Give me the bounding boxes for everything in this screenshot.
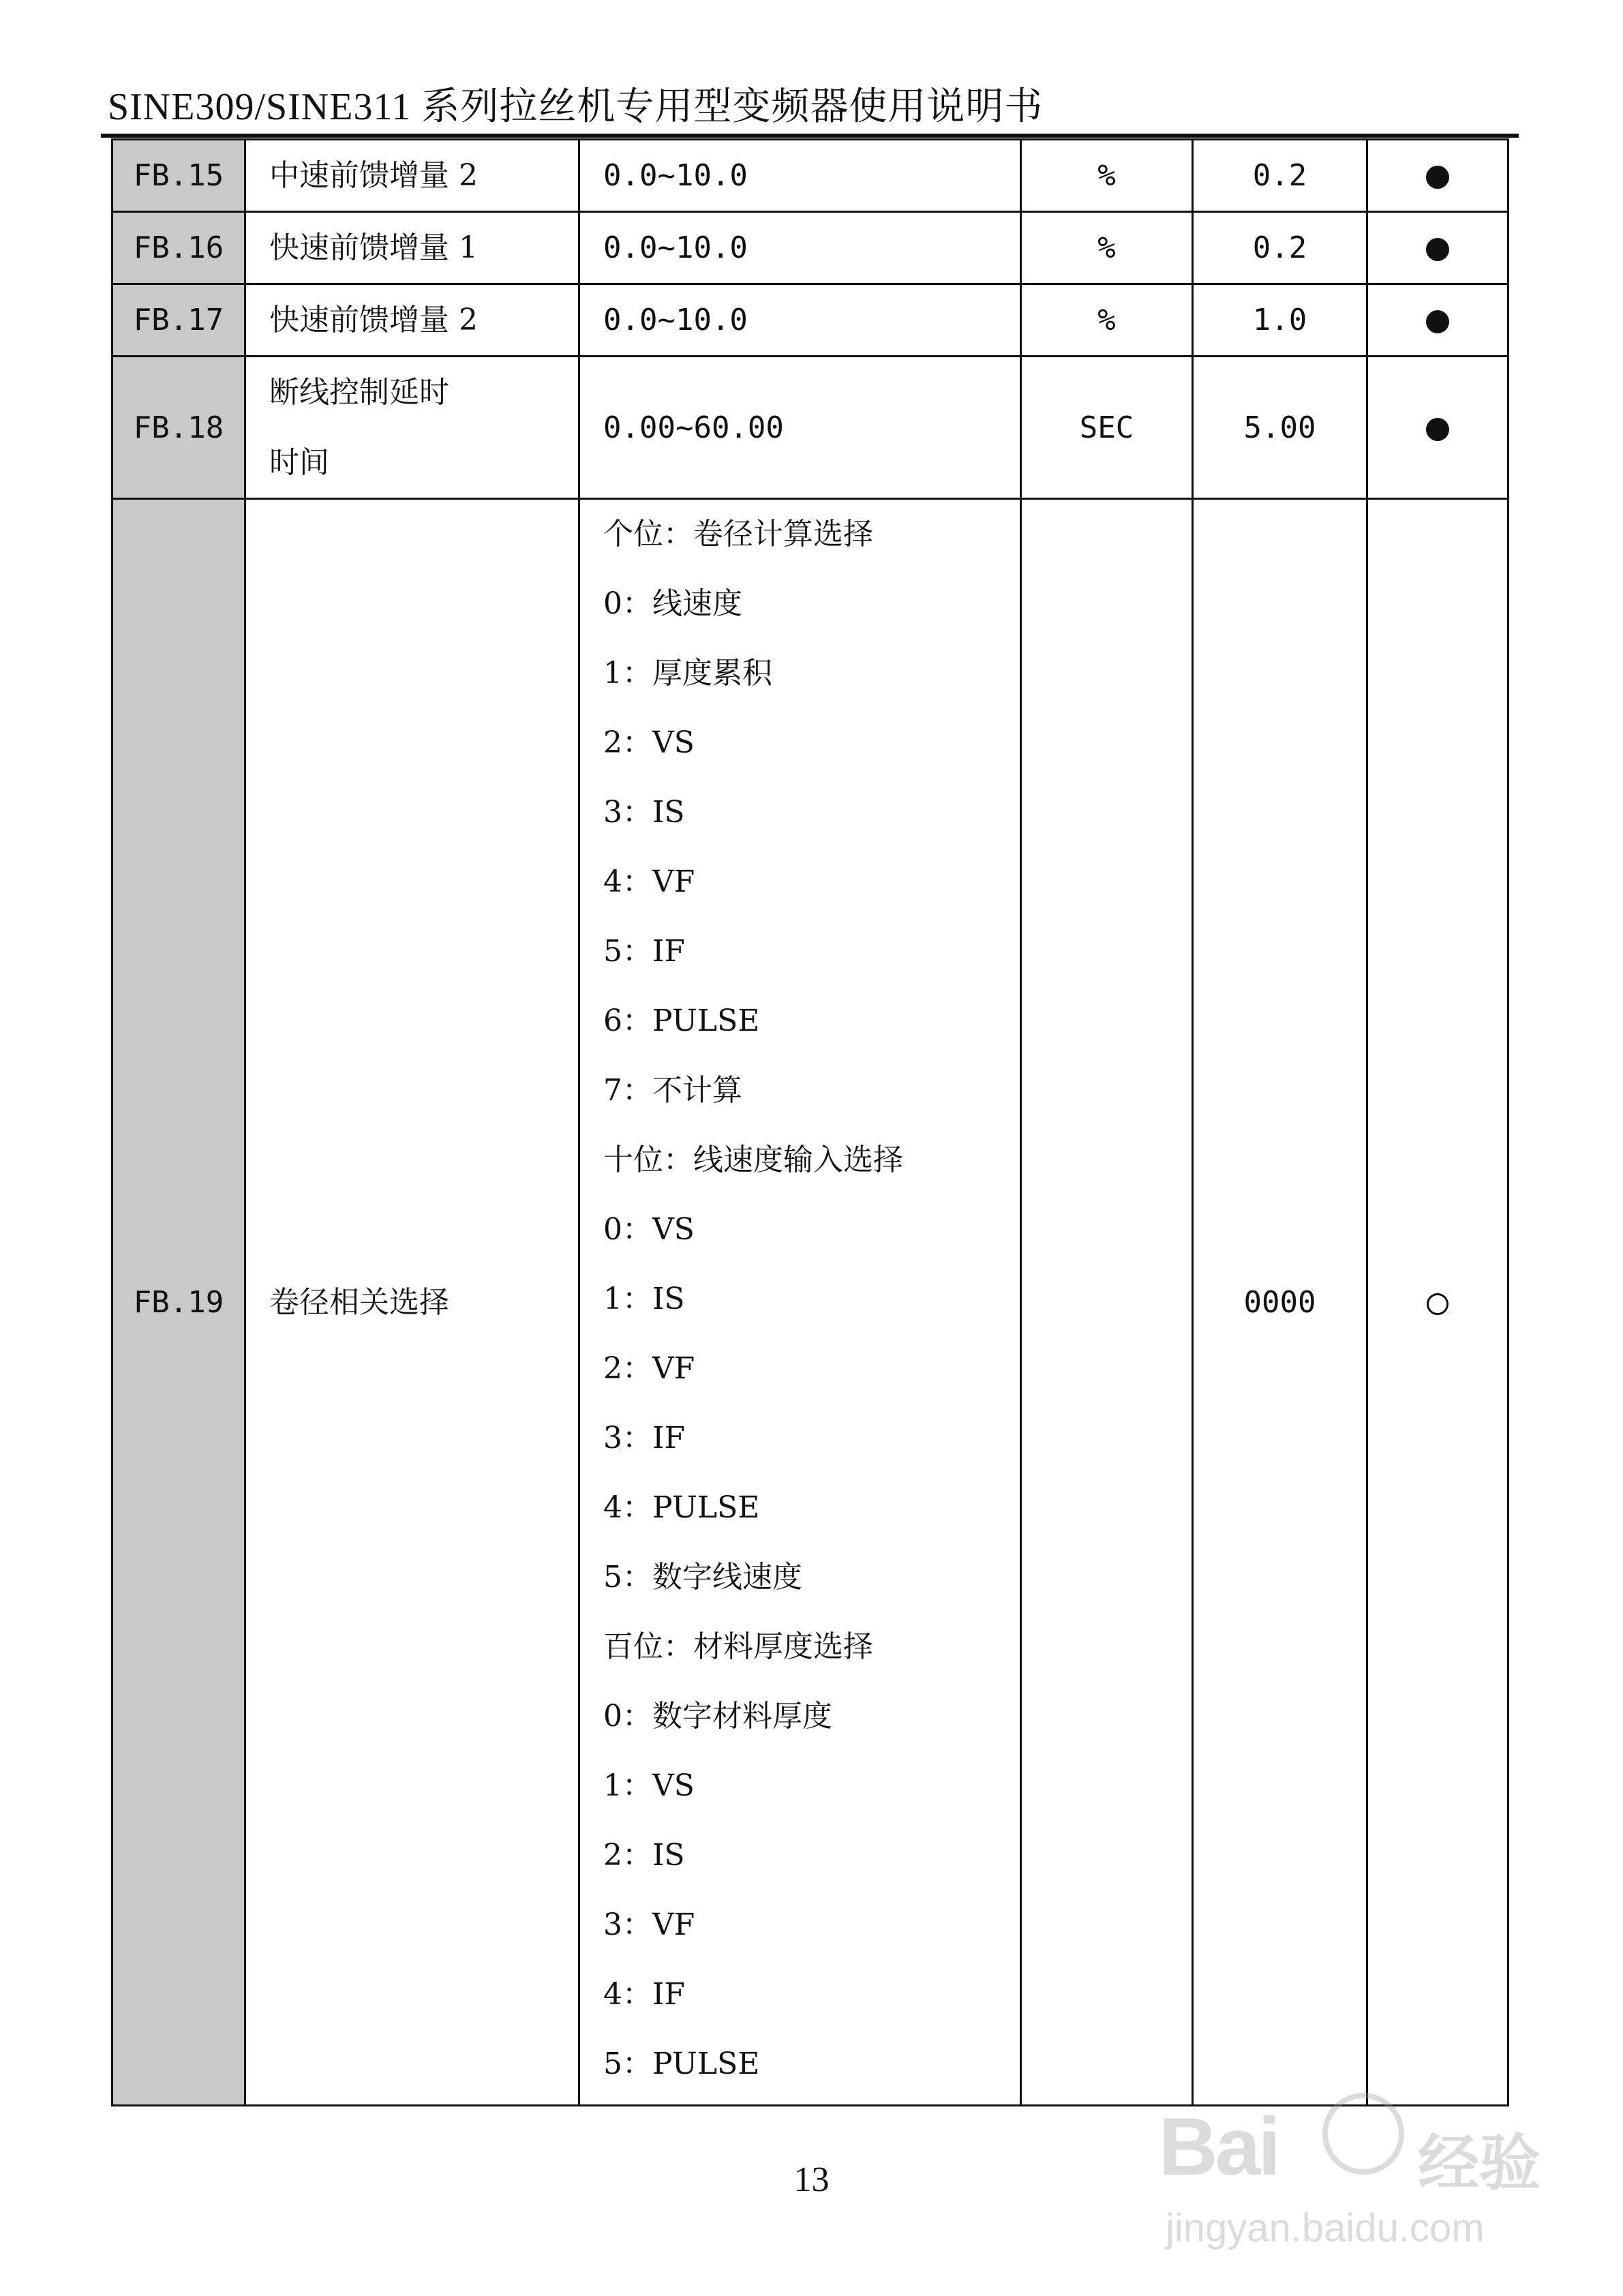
filled-dot-icon <box>1426 310 1449 333</box>
param-name <box>245 357 579 499</box>
param-code: FB.16 <box>112 212 245 284</box>
option-item: 百位：材料厚度选择 <box>603 1629 873 1664</box>
option-item: 个位：卷径计算选择 <box>603 517 873 552</box>
option-item: 4：IF <box>603 1977 685 2012</box>
filled-dot-icon <box>1426 166 1449 189</box>
option-item: 1：VS <box>603 1768 695 1803</box>
param-name: 快速前馈增量 1 <box>245 212 579 284</box>
option-item: 0：线速度 <box>603 586 742 621</box>
option-item: 5：PULSE <box>603 2046 760 2081</box>
table-row <box>112 357 1508 499</box>
param-attr <box>1367 212 1508 284</box>
table-row <box>112 212 1508 284</box>
filled-dot-icon <box>1426 418 1449 441</box>
param-attr <box>1367 140 1508 212</box>
param-unit: % <box>1021 140 1193 212</box>
watermark <box>1159 2079 1541 2256</box>
param-name-line: 断线控制延时 <box>269 375 449 410</box>
option-item: 2：VF <box>603 1351 695 1386</box>
param-code: FB.17 <box>112 284 245 357</box>
param-range: 0.0~10.0 <box>579 212 1021 284</box>
option-item: 5：数字线速度 <box>603 1560 802 1595</box>
option-item: 十位：线速度输入选择 <box>603 1143 903 1177</box>
param-range: 0.0~10.0 <box>579 140 1021 212</box>
param-unit <box>1021 499 1193 2106</box>
param-code: FB.18 <box>112 357 245 499</box>
hollow-circle-icon <box>1427 1293 1448 1315</box>
param-attr <box>1367 499 1508 2106</box>
param-default: 0.2 <box>1193 212 1367 284</box>
option-item: 0：数字材料厚度 <box>603 1699 832 1734</box>
option-list <box>603 500 1020 2099</box>
param-default: 0000 <box>1193 499 1367 2106</box>
filled-dot-icon <box>1426 238 1449 261</box>
param-name: 中速前馈增量 2 <box>245 140 579 212</box>
param-attr <box>1367 284 1508 357</box>
param-attr <box>1367 357 1508 499</box>
option-item: 3：VF <box>603 1907 695 1942</box>
paw-icon <box>1322 2093 1404 2175</box>
param-default: 1.0 <box>1193 284 1367 357</box>
option-item: 3：IS <box>603 795 685 830</box>
header-rule <box>101 134 1519 138</box>
table-row <box>112 140 1508 212</box>
option-item: 7：不计算 <box>603 1073 742 1108</box>
param-unit: SEC <box>1021 357 1193 499</box>
option-item: 2：IS <box>603 1838 685 1873</box>
watermark-logo: Bai <box>1159 2101 1278 2192</box>
option-item: 2：VS <box>603 725 695 760</box>
param-default: 0.2 <box>1193 140 1367 212</box>
param-range: 0.0~10.0 <box>579 284 1021 357</box>
param-code: FB.19 <box>112 499 245 2106</box>
parameter-table <box>111 138 1509 2106</box>
watermark-url: jingyan.baidu.com <box>1166 2206 1485 2250</box>
param-unit: % <box>1021 212 1193 284</box>
option-item: 4：PULSE <box>603 1490 760 1525</box>
option-item: 6：PULSE <box>603 1003 760 1038</box>
watermark-label: 经验 <box>1418 2128 1541 2199</box>
page-number: 13 <box>793 2160 830 2199</box>
param-options <box>579 499 1021 2106</box>
param-name: 快速前馈增量 2 <box>245 284 579 357</box>
option-item: 1：厚度累积 <box>603 656 772 691</box>
option-item: 5：IF <box>603 934 685 969</box>
option-item: 1：IS <box>603 1282 685 1316</box>
option-item: 3：IF <box>603 1421 685 1455</box>
table-row <box>112 284 1508 357</box>
param-range: 0.00~60.00 <box>579 357 1021 499</box>
option-item: 0：VS <box>603 1212 695 1247</box>
table-row <box>112 499 1508 2106</box>
param-unit: % <box>1021 284 1193 357</box>
param-code: FB.15 <box>112 140 245 212</box>
param-default: 5.00 <box>1193 357 1367 499</box>
param-name: 卷径相关选择 <box>245 499 579 2106</box>
document-header: SINE309/SINE311 系列拉丝机专用型变频器使用说明书 <box>108 86 1044 128</box>
param-name-line: 时间 <box>269 445 329 480</box>
option-item: 4：VF <box>603 864 695 899</box>
